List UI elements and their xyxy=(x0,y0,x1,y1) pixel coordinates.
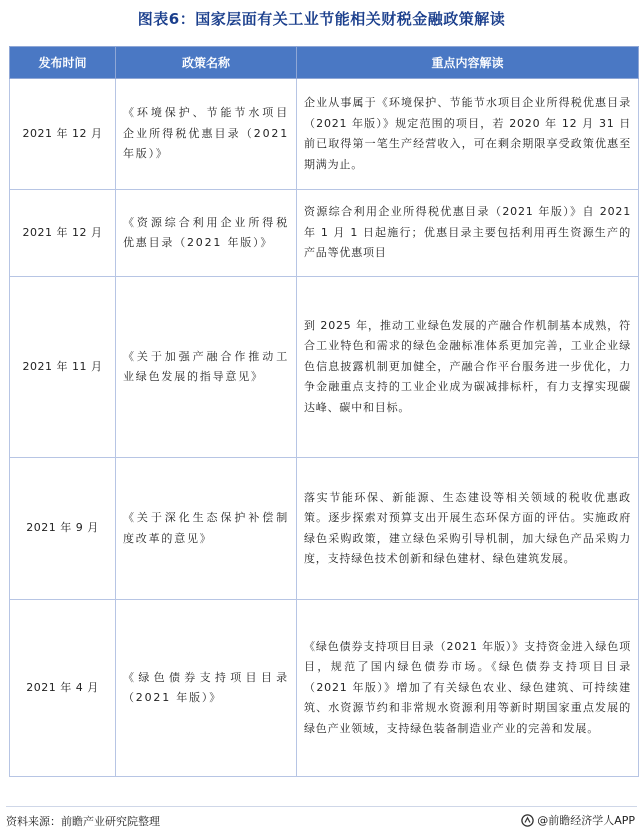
table-row xyxy=(10,600,639,777)
cell-date: 2021 年 12 月 xyxy=(10,190,116,277)
table-header-row xyxy=(10,47,639,79)
qianzhan-logo-icon xyxy=(521,814,534,827)
cell-policy-name: 《绿色债券支持项目目录（2021 年版）》 xyxy=(116,600,297,777)
cell-policy-name: 《环境保护、节能节水项目企业所得税优惠目录（2021 年版）》 xyxy=(116,79,297,190)
cell-description: 企业从事属于《环境保护、节能节水项目企业所得税优惠目录（2021 年版）》规定范围的项目，若 2020 年 12 月 31 日前已取得第一笔生产经营收入，可在剩余期限享受政策优惠至期满为止。 xyxy=(297,79,639,190)
cell-policy-name: 《资源综合利用企业所得税优惠目录（2021 年版）》 xyxy=(116,190,297,277)
cell-policy-name: 《关于深化生态保护补偿制度改革的意见》 xyxy=(116,458,297,600)
header-key-content: 重点内容解读 xyxy=(297,47,639,79)
table-row xyxy=(10,277,639,458)
cell-policy-name: 《关于加强产融合作推动工业绿色发展的指导意见》 xyxy=(116,277,297,458)
header-date: 发布时间 xyxy=(10,47,116,79)
cell-description: 落实节能环保、新能源、生态建设等相关领域的税收优惠政策。逐步探索对预算支出开展生态环保方面的评估。实施政府绿色采购政策，建立绿色采购引导机制，加大绿色产品采购力度，支持绿色技术创新和绿色建材、绿色建筑发展。 xyxy=(297,458,639,600)
table-row xyxy=(10,79,639,190)
cell-date: 2021 年 12 月 xyxy=(10,79,116,190)
cell-description: 《绿色债券支持项目目录（2021 年版）》支持资金进入绿色项目，规范了国内绿色债券市场。《绿色债券支持项目目录（2021 年版）》增加了有关绿色农业、绿色建筑、可持续建筑、水资源节约和非常规水资源利用等新时期国家重点发展的绿色产业领域，支持绿色装备制造业产业的完善和发展。 xyxy=(297,600,639,777)
cell-date: 2021 年 11 月 xyxy=(10,277,116,458)
footer-divider xyxy=(6,806,637,807)
cell-description: 到 2025 年，推动工业绿色发展的产融合作机制基本成熟，符合工业特色和需求的绿色金融标准体系更加完善，工业企业绿色信息披露机制更加健全，产融合作平台服务进一步优化，力争金融重点支持的工业企业成为碳减排标杆，有力支撑实现碳达峰、碳中和目标。 xyxy=(297,277,639,458)
source-note: 资料来源：前瞻产业研究院整理 xyxy=(6,815,160,828)
brand-credit xyxy=(521,812,635,828)
table-row xyxy=(10,458,639,600)
table-row xyxy=(10,190,639,277)
cell-date: 2021 年 9 月 xyxy=(10,458,116,600)
cell-date: 2021 年 4 月 xyxy=(10,600,116,777)
policy-table xyxy=(9,46,639,777)
header-policy-name: 政策名称 xyxy=(116,47,297,79)
brand-label: @前瞻经济学人APP xyxy=(537,814,635,827)
cell-description: 资源综合利用企业所得税优惠目录（2021 年版）》自 2021 年 1 月 1 日起施行；优惠目录主要包括利用再生资源生产的产品等优惠项目 xyxy=(297,190,639,277)
page-title: 图表6：国家层面有关工业节能相关财税金融政策解读 xyxy=(137,10,506,28)
